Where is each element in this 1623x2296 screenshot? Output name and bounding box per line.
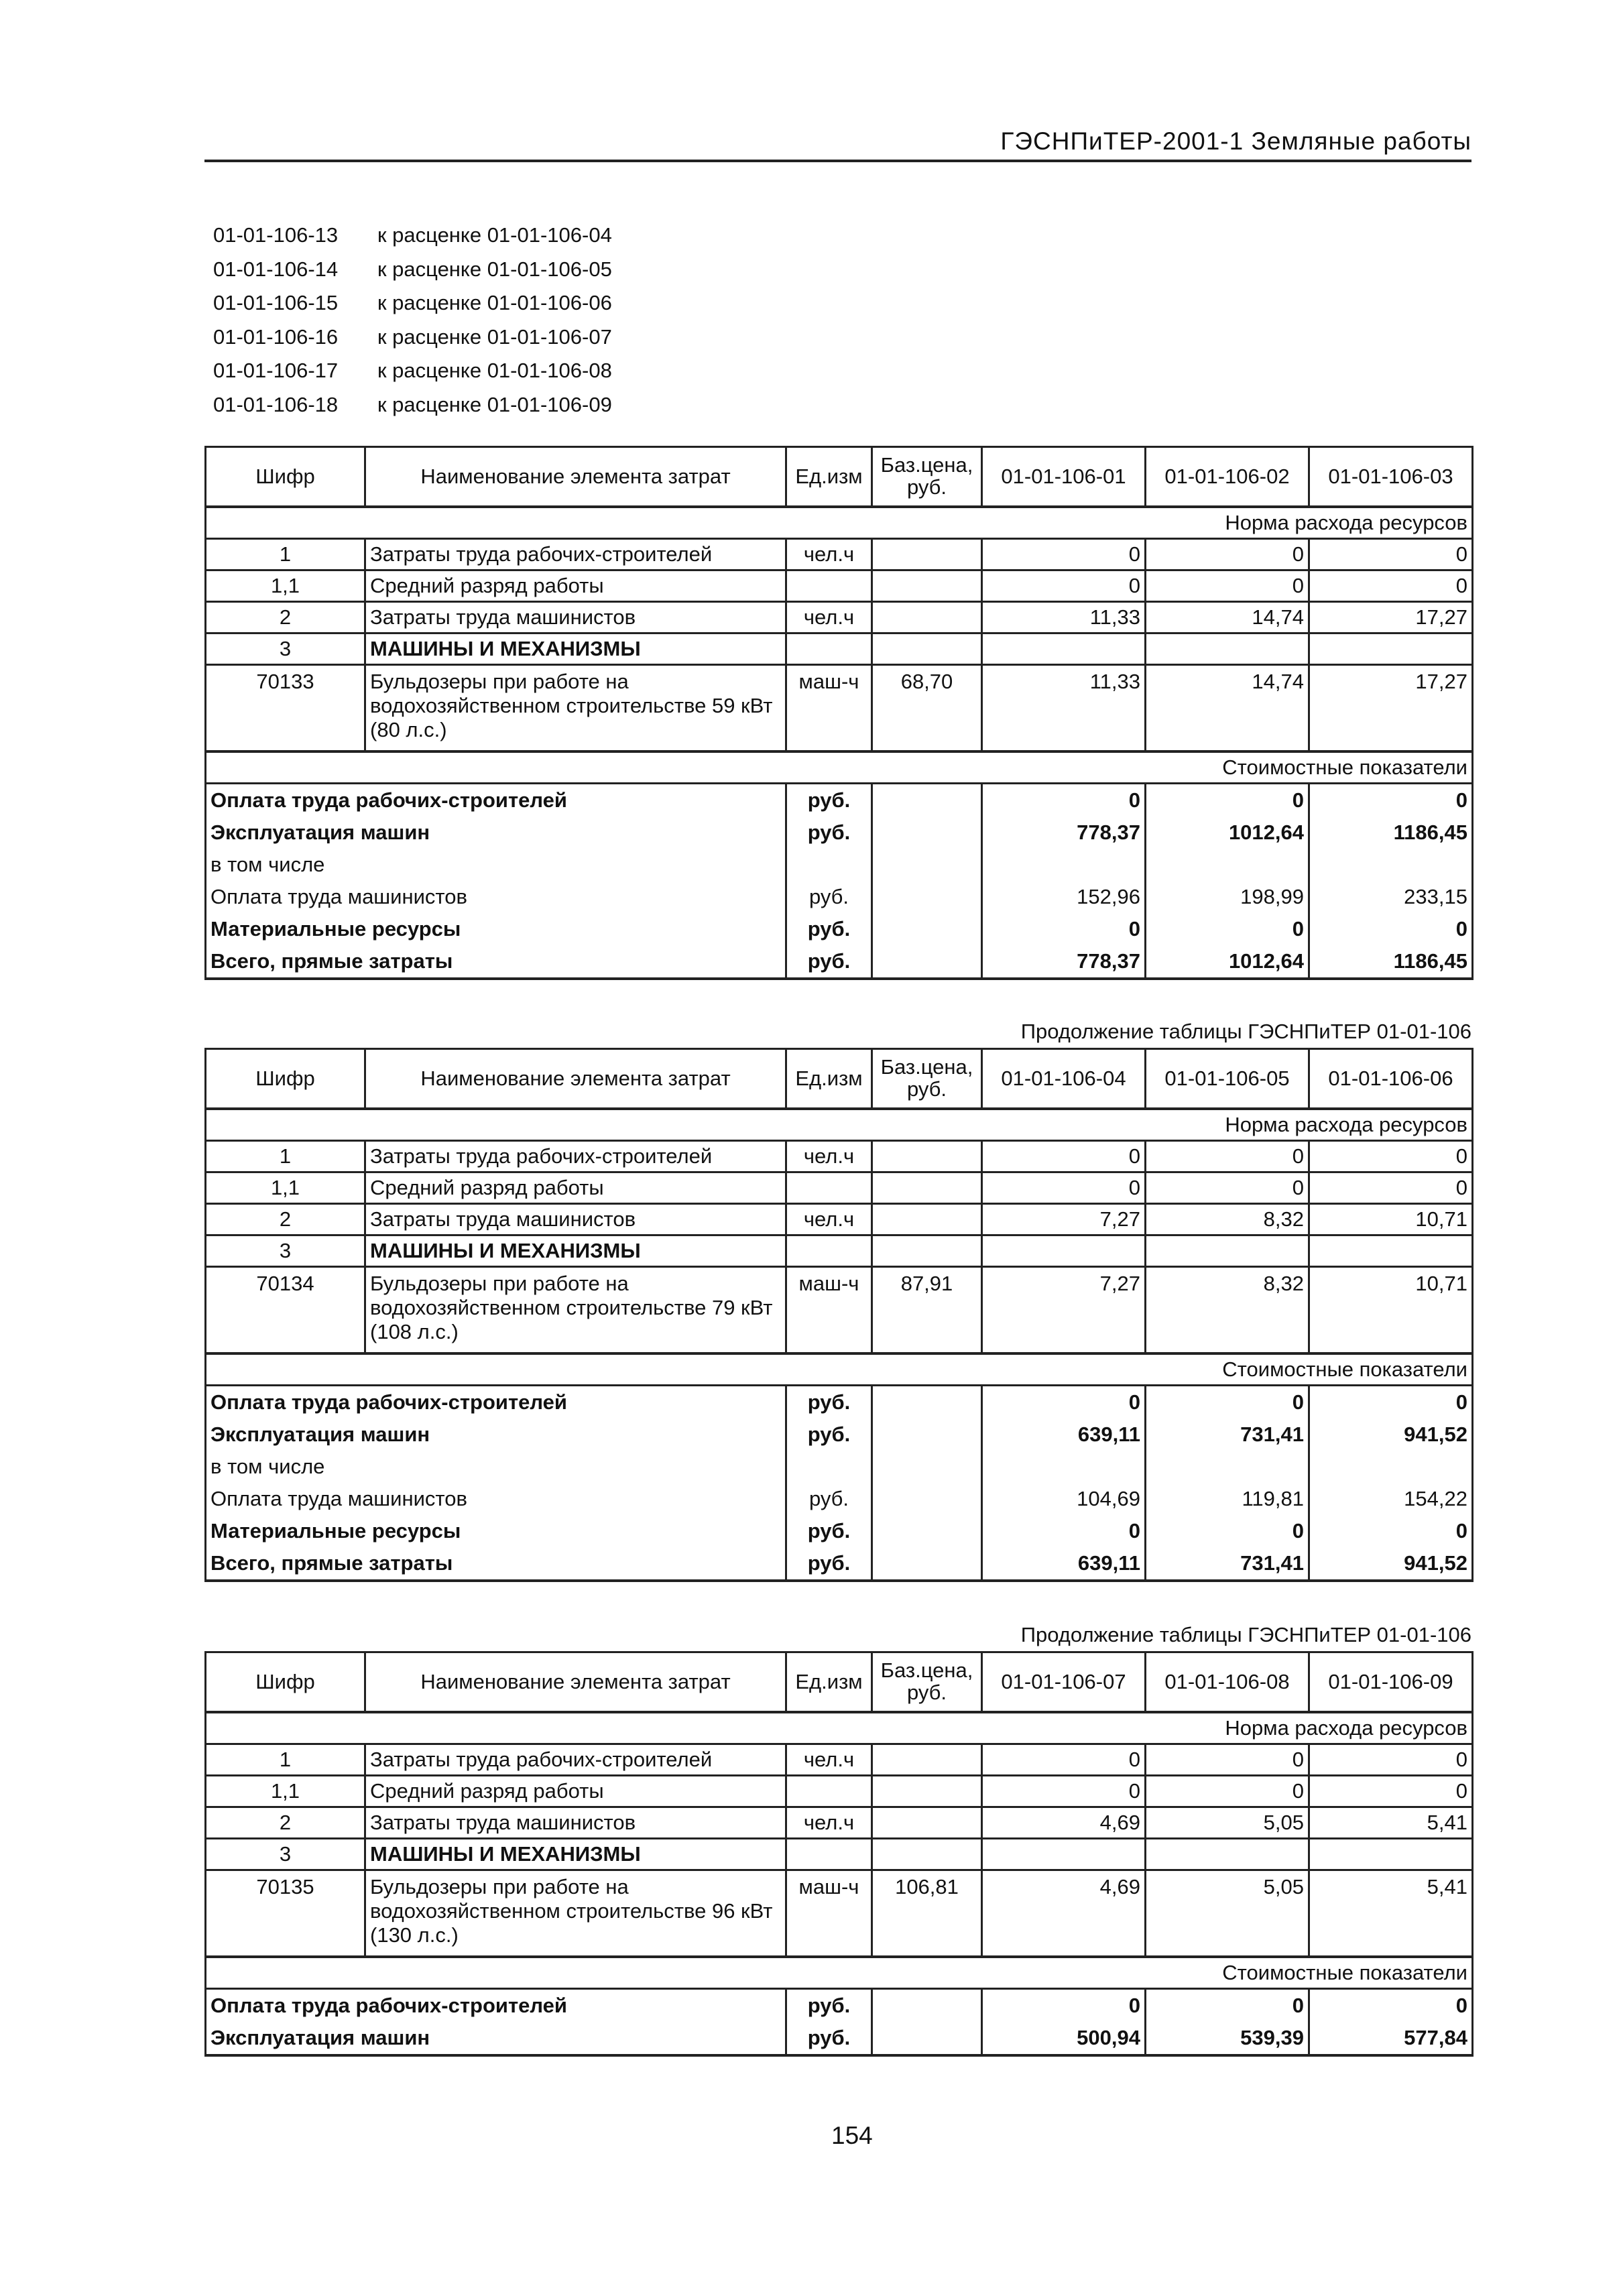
cell-value: 14,74 xyxy=(1146,665,1309,752)
cost-value: 154,22 xyxy=(1309,1483,1473,1515)
cell-name: Затраты труда рабочих-строителей xyxy=(365,539,786,570)
cost-label: Оплата труда машинистов xyxy=(206,1483,786,1515)
cost-row xyxy=(206,1451,1473,1483)
cost-price xyxy=(872,1547,982,1581)
cell-value xyxy=(1146,633,1309,665)
cell-value: 0 xyxy=(1309,1744,1473,1776)
table-header-row xyxy=(206,1049,1473,1109)
cost-value: 1012,64 xyxy=(1146,817,1309,849)
cell-name: Затраты труда рабочих-строителей xyxy=(365,1141,786,1172)
cost-price xyxy=(872,1989,982,2022)
cell-price xyxy=(872,1744,982,1776)
cost-value: 0 xyxy=(1146,1989,1309,2022)
column-header-rate: 01-01-106-09 xyxy=(1309,1652,1473,1713)
cell-code: 2 xyxy=(206,1807,365,1839)
cell-value: 11,33 xyxy=(982,665,1146,752)
cell-name: Затраты труда рабочих-строителей xyxy=(365,1744,786,1776)
cost-value: 1186,45 xyxy=(1309,817,1473,849)
cost-unit: руб. xyxy=(786,784,872,817)
cell-value: 4,69 xyxy=(982,1870,1146,1957)
cell-price xyxy=(872,1839,982,1870)
cell-value: 0 xyxy=(982,539,1146,570)
cell-price xyxy=(872,570,982,602)
cost-value: 500,94 xyxy=(982,2022,1146,2055)
cost-label: Эксплуатация машин xyxy=(206,817,786,849)
cell-value xyxy=(1309,633,1473,665)
cell-value: 0 xyxy=(982,1744,1146,1776)
column-header-price: Баз.цена, руб. xyxy=(872,447,982,507)
cell-value xyxy=(982,633,1146,665)
cell-unit xyxy=(786,1776,872,1807)
column-header-rate: 01-01-106-02 xyxy=(1146,447,1309,507)
section-norm-label: Норма расхода ресурсов xyxy=(206,507,1473,539)
cost-row xyxy=(206,784,1473,817)
table-row xyxy=(206,570,1473,602)
cell-value: 0 xyxy=(1146,1172,1309,1204)
cost-value: 0 xyxy=(982,1989,1146,2022)
cell-unit: маш-ч xyxy=(786,1870,872,1957)
cost-price xyxy=(872,1386,982,1419)
cost-unit: руб. xyxy=(786,2022,872,2055)
cell-value: 0 xyxy=(982,1776,1146,1807)
cost-unit xyxy=(786,1451,872,1483)
cost-price xyxy=(872,945,982,979)
table-row xyxy=(206,665,1473,752)
cell-price xyxy=(872,633,982,665)
cost-value xyxy=(1146,1451,1309,1483)
cost-value: 0 xyxy=(982,913,1146,945)
cell-value: 0 xyxy=(1146,1776,1309,1807)
cost-value: 119,81 xyxy=(1146,1483,1309,1515)
cell-price xyxy=(872,602,982,633)
cell-value: 0 xyxy=(982,1141,1146,1172)
column-header-code: Шифр xyxy=(206,447,365,507)
cell-value: 0 xyxy=(1146,539,1309,570)
cost-value: 152,96 xyxy=(982,881,1146,913)
cell-price: 87,91 xyxy=(872,1267,982,1354)
cell-value xyxy=(1309,1839,1473,1870)
cell-value xyxy=(1146,1235,1309,1267)
resource-table-1 xyxy=(204,446,1474,980)
cost-row xyxy=(206,849,1473,881)
cell-name: Затраты труда машинистов xyxy=(365,1204,786,1235)
cost-label: Всего, прямые затраты xyxy=(206,1547,786,1581)
column-header-price: Баз.цена, руб. xyxy=(872,1652,982,1713)
reference-text: к расценке 01-01-106-09 xyxy=(377,392,612,416)
cost-unit: руб. xyxy=(786,817,872,849)
cost-value: 731,41 xyxy=(1146,1547,1309,1581)
table-row xyxy=(206,602,1473,633)
cost-value: 0 xyxy=(1309,1386,1473,1419)
cell-code: 70135 xyxy=(206,1870,365,1957)
cost-value: 0 xyxy=(982,1515,1146,1547)
cell-name: МАШИНЫ И МЕХАНИЗМЫ xyxy=(365,1235,786,1267)
cost-row xyxy=(206,2022,1473,2055)
cell-price xyxy=(872,1776,982,1807)
cell-unit xyxy=(786,570,872,602)
cost-value xyxy=(982,1451,1146,1483)
cell-value: 17,27 xyxy=(1309,665,1473,752)
cell-value: 5,41 xyxy=(1309,1870,1473,1957)
table-row xyxy=(206,633,1473,665)
table-header-row xyxy=(206,447,1473,507)
cell-name: Средний разряд работы xyxy=(365,1776,786,1807)
cell-price xyxy=(872,539,982,570)
cell-value: 14,74 xyxy=(1146,602,1309,633)
cost-row xyxy=(206,817,1473,849)
cell-value: 8,32 xyxy=(1146,1267,1309,1354)
cell-unit xyxy=(786,1235,872,1267)
cost-label: Материальные ресурсы xyxy=(206,1515,786,1547)
cost-value: 577,84 xyxy=(1309,2022,1473,2055)
reference-row xyxy=(213,219,612,253)
cell-code: 1,1 xyxy=(206,1776,365,1807)
reference-text: к расценке 01-01-106-05 xyxy=(377,257,612,281)
cell-value: 0 xyxy=(1309,570,1473,602)
cost-row xyxy=(206,913,1473,945)
reference-text: к расценке 01-01-106-06 xyxy=(377,291,612,315)
cell-value xyxy=(982,1839,1146,1870)
cell-code: 1,1 xyxy=(206,1172,365,1204)
cell-value: 5,41 xyxy=(1309,1807,1473,1839)
cost-price xyxy=(872,1483,982,1515)
cost-price xyxy=(872,1418,982,1451)
table-row xyxy=(206,1172,1473,1204)
continuation-caption: Продолжение таблицы ГЭСНПиТЕР 01-01-106 xyxy=(1020,1623,1471,1646)
reference-code: 01-01-106-16 xyxy=(213,324,339,349)
column-header-price: Баз.цена, руб. xyxy=(872,1049,982,1109)
cell-unit: чел.ч xyxy=(786,1141,872,1172)
cell-value: 10,71 xyxy=(1309,1204,1473,1235)
cost-value xyxy=(1309,1451,1473,1483)
column-header-rate: 01-01-106-01 xyxy=(982,447,1146,507)
cost-unit: руб. xyxy=(786,1989,872,2022)
table-row xyxy=(206,1141,1473,1172)
column-header-unit: Ед.изм xyxy=(786,1049,872,1109)
cell-value: 0 xyxy=(1309,1172,1473,1204)
cost-value: 941,52 xyxy=(1309,1547,1473,1581)
cell-value: 0 xyxy=(1309,1141,1473,1172)
cost-row xyxy=(206,1547,1473,1581)
cell-code: 2 xyxy=(206,602,365,633)
cost-value: 104,69 xyxy=(982,1483,1146,1515)
reference-text: к расценке 01-01-106-07 xyxy=(377,324,612,349)
running-header: ГЭСНПиТЕР-2001-1 Земляные работы xyxy=(204,127,1471,162)
column-header-unit: Ед.изм xyxy=(786,447,872,507)
cost-label: Оплата труда рабочих-строителей xyxy=(206,1989,786,2022)
section-row xyxy=(206,507,1473,539)
section-cost-label: Стоимостные показатели xyxy=(206,751,1473,784)
table-row xyxy=(206,1744,1473,1776)
cost-value xyxy=(1146,849,1309,881)
cell-price: 68,70 xyxy=(872,665,982,752)
cell-unit: маш-ч xyxy=(786,665,872,752)
resource-table-3 xyxy=(204,1651,1474,2057)
cost-value: 0 xyxy=(982,784,1146,817)
cell-value: 4,69 xyxy=(982,1807,1146,1839)
cell-price xyxy=(872,1172,982,1204)
section-cost-label: Стоимостные показатели xyxy=(206,1353,1473,1386)
reference-code: 01-01-106-14 xyxy=(213,257,339,281)
cell-price xyxy=(872,1141,982,1172)
cell-name: Средний разряд работы xyxy=(365,1172,786,1204)
cell-value: 7,27 xyxy=(982,1204,1146,1235)
table-row xyxy=(206,1204,1473,1235)
column-header-rate: 01-01-106-04 xyxy=(982,1049,1146,1109)
cost-unit: руб. xyxy=(786,913,872,945)
cell-price xyxy=(872,1204,982,1235)
cell-value: 0 xyxy=(1146,1141,1309,1172)
cost-price xyxy=(872,784,982,817)
reference-code: 01-01-106-17 xyxy=(213,359,339,383)
table-row xyxy=(206,1870,1473,1957)
cell-name: Средний разряд работы xyxy=(365,570,786,602)
cost-value: 0 xyxy=(982,1386,1146,1419)
cell-value: 10,71 xyxy=(1309,1267,1473,1354)
cell-code: 70134 xyxy=(206,1267,365,1354)
cost-value: 233,15 xyxy=(1309,881,1473,913)
column-header-unit: Ед.изм xyxy=(786,1652,872,1713)
section-row xyxy=(206,751,1473,784)
cost-unit: руб. xyxy=(786,1418,872,1451)
section-row xyxy=(206,1957,1473,1989)
table-row xyxy=(206,1776,1473,1807)
cost-value xyxy=(1309,849,1473,881)
cost-label: Оплата труда рабочих-строителей xyxy=(206,784,786,817)
section-row xyxy=(206,1109,1473,1141)
cell-unit: чел.ч xyxy=(786,1744,872,1776)
cost-unit xyxy=(786,849,872,881)
cost-unit: руб. xyxy=(786,881,872,913)
cost-value: 0 xyxy=(1146,1515,1309,1547)
cost-label: в том числе xyxy=(206,849,786,881)
table-row xyxy=(206,1807,1473,1839)
cost-unit: руб. xyxy=(786,945,872,979)
cost-value: 0 xyxy=(1309,784,1473,817)
section-norm-label: Норма расхода ресурсов xyxy=(206,1109,1473,1141)
cost-label: Эксплуатация машин xyxy=(206,2022,786,2055)
cost-label: Всего, прямые затраты xyxy=(206,945,786,979)
cost-price xyxy=(872,849,982,881)
cell-code: 2 xyxy=(206,1204,365,1235)
cell-value xyxy=(1146,1839,1309,1870)
cell-unit: чел.ч xyxy=(786,539,872,570)
column-header-rate: 01-01-106-08 xyxy=(1146,1652,1309,1713)
cost-price xyxy=(872,913,982,945)
continuation-caption: Продолжение таблицы ГЭСНПиТЕР 01-01-106 xyxy=(1020,1020,1471,1043)
cell-value: 0 xyxy=(1146,570,1309,602)
cost-value: 1186,45 xyxy=(1309,945,1473,979)
cost-row xyxy=(206,1483,1473,1515)
column-header-rate: 01-01-106-05 xyxy=(1146,1049,1309,1109)
resource-table-2 xyxy=(204,1048,1474,1582)
cost-label: Материальные ресурсы xyxy=(206,913,786,945)
cell-unit: чел.ч xyxy=(786,1204,872,1235)
cost-value: 639,11 xyxy=(982,1547,1146,1581)
reference-row xyxy=(213,253,612,287)
table-row xyxy=(206,1267,1473,1354)
cost-value: 0 xyxy=(1146,784,1309,817)
cell-code: 1,1 xyxy=(206,570,365,602)
cell-code: 1 xyxy=(206,539,365,570)
cell-unit xyxy=(786,1839,872,1870)
table-header-row xyxy=(206,1652,1473,1713)
column-header-name: Наименование элемента затрат xyxy=(365,1049,786,1109)
cost-label: Оплата труда машинистов xyxy=(206,881,786,913)
cost-unit: руб. xyxy=(786,1386,872,1419)
column-header-name: Наименование элемента затрат xyxy=(365,447,786,507)
cost-value: 539,39 xyxy=(1146,2022,1309,2055)
reference-list xyxy=(213,219,612,422)
cell-price: 106,81 xyxy=(872,1870,982,1957)
cell-unit xyxy=(786,633,872,665)
cost-row xyxy=(206,1418,1473,1451)
cell-code: 1 xyxy=(206,1141,365,1172)
cost-value: 1012,64 xyxy=(1146,945,1309,979)
cost-label: в том числе xyxy=(206,1451,786,1483)
cell-code: 70133 xyxy=(206,665,365,752)
reference-row xyxy=(213,388,612,422)
cost-value: 0 xyxy=(1146,1386,1309,1419)
cell-code: 1 xyxy=(206,1744,365,1776)
cost-label: Эксплуатация машин xyxy=(206,1418,786,1451)
cell-value: 7,27 xyxy=(982,1267,1146,1354)
cost-value: 0 xyxy=(1309,1989,1473,2022)
page-number: 154 xyxy=(831,2122,873,2149)
cost-value: 778,37 xyxy=(982,817,1146,849)
cost-unit: руб. xyxy=(786,1547,872,1581)
cell-value: 8,32 xyxy=(1146,1204,1309,1235)
cost-value: 198,99 xyxy=(1146,881,1309,913)
cell-unit: маш-ч xyxy=(786,1267,872,1354)
reference-row xyxy=(213,286,612,320)
cell-value: 0 xyxy=(1309,1776,1473,1807)
cell-value: 0 xyxy=(982,570,1146,602)
section-cost-label: Стоимостные показатели xyxy=(206,1957,1473,1989)
cell-unit xyxy=(786,1172,872,1204)
cell-value: 17,27 xyxy=(1309,602,1473,633)
cell-name: Затраты труда машинистов xyxy=(365,1807,786,1839)
cell-value: 5,05 xyxy=(1146,1870,1309,1957)
cell-value xyxy=(982,1235,1146,1267)
cost-price xyxy=(872,881,982,913)
cell-name: Бульдозеры при работе на водохозяйственном строительстве 96 кВт (130 л.с.) xyxy=(365,1870,786,1957)
cost-value: 778,37 xyxy=(982,945,1146,979)
cost-label: Оплата труда рабочих-строителей xyxy=(206,1386,786,1419)
column-header-rate: 01-01-106-03 xyxy=(1309,447,1473,507)
reference-row xyxy=(213,320,612,355)
column-header-name: Наименование элемента затрат xyxy=(365,1652,786,1713)
cell-name: Затраты труда машинистов xyxy=(365,602,786,633)
table-row xyxy=(206,1839,1473,1870)
column-header-rate: 01-01-106-06 xyxy=(1309,1049,1473,1109)
cell-price xyxy=(872,1235,982,1267)
cell-code: 3 xyxy=(206,633,365,665)
cost-price xyxy=(872,2022,982,2055)
cost-value: 0 xyxy=(1309,1515,1473,1547)
reference-row xyxy=(213,354,612,388)
cost-value: 0 xyxy=(1309,913,1473,945)
cost-value: 941,52 xyxy=(1309,1418,1473,1451)
column-header-code: Шифр xyxy=(206,1049,365,1109)
cell-price xyxy=(872,1807,982,1839)
cost-value: 0 xyxy=(1146,913,1309,945)
section-row xyxy=(206,1712,1473,1744)
cell-value: 11,33 xyxy=(982,602,1146,633)
cost-row xyxy=(206,945,1473,979)
reference-text: к расценке 01-01-106-04 xyxy=(377,223,612,247)
cost-price xyxy=(872,1451,982,1483)
cell-name: Бульдозеры при работе на водохозяйственном строительстве 79 кВт (108 л.с.) xyxy=(365,1267,786,1354)
cell-value: 0 xyxy=(1146,1744,1309,1776)
cost-row xyxy=(206,1515,1473,1547)
cost-value: 639,11 xyxy=(982,1418,1146,1451)
reference-code: 01-01-106-13 xyxy=(213,223,339,247)
cost-unit: руб. xyxy=(786,1483,872,1515)
cost-row xyxy=(206,1386,1473,1419)
cell-code: 3 xyxy=(206,1235,365,1267)
cell-value: 0 xyxy=(1309,539,1473,570)
cell-value: 5,05 xyxy=(1146,1807,1309,1839)
cost-price xyxy=(872,1515,982,1547)
cell-unit: чел.ч xyxy=(786,602,872,633)
cost-row xyxy=(206,881,1473,913)
column-header-code: Шифр xyxy=(206,1652,365,1713)
column-header-rate: 01-01-106-07 xyxy=(982,1652,1146,1713)
cell-unit: чел.ч xyxy=(786,1807,872,1839)
cost-row xyxy=(206,1989,1473,2022)
cell-value: 0 xyxy=(982,1172,1146,1204)
reference-code: 01-01-106-18 xyxy=(213,392,339,416)
table-row xyxy=(206,539,1473,570)
cost-value: 731,41 xyxy=(1146,1418,1309,1451)
cost-value xyxy=(982,849,1146,881)
section-norm-label: Норма расхода ресурсов xyxy=(206,1712,1473,1744)
cell-name: МАШИНЫ И МЕХАНИЗМЫ xyxy=(365,1839,786,1870)
table-row xyxy=(206,1235,1473,1267)
cell-name: МАШИНЫ И МЕХАНИЗМЫ xyxy=(365,633,786,665)
cost-unit: руб. xyxy=(786,1515,872,1547)
cell-value xyxy=(1309,1235,1473,1267)
section-row xyxy=(206,1353,1473,1386)
cost-price xyxy=(872,817,982,849)
cell-code: 3 xyxy=(206,1839,365,1870)
reference-code: 01-01-106-15 xyxy=(213,291,339,315)
reference-text: к расценке 01-01-106-08 xyxy=(377,359,612,383)
cell-name: Бульдозеры при работе на водохозяйственном строительстве 59 кВт (80 л.с.) xyxy=(365,665,786,752)
